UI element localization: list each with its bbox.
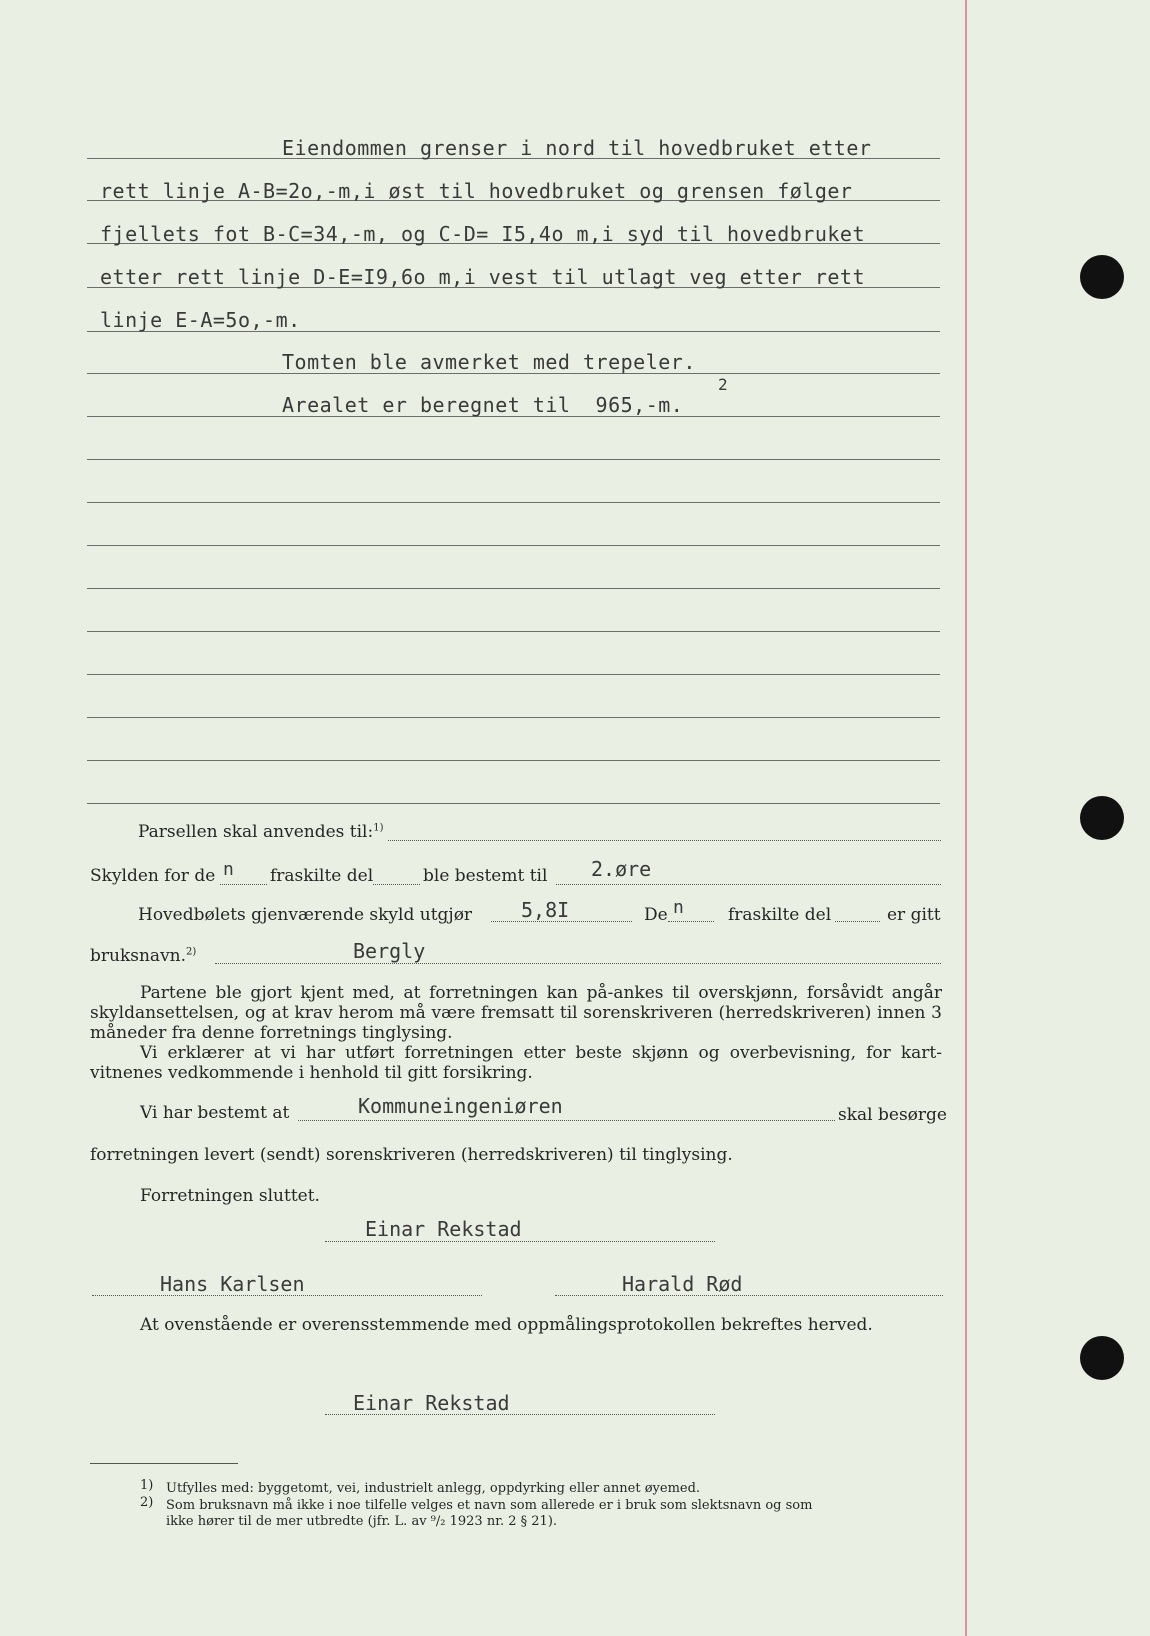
description-line: rett linje A-B=2o,-m,i øst til hovedbruket og grensen følger bbox=[100, 179, 853, 203]
bruksnavn-dotted-line bbox=[215, 963, 941, 964]
skylden-fill: n bbox=[223, 859, 234, 880]
fraskilte-label: fraskilte del bbox=[270, 866, 374, 886]
bestemt-dotted-line bbox=[298, 1120, 835, 1121]
ruled-line bbox=[87, 588, 940, 589]
ruled-line bbox=[87, 717, 940, 718]
description-line: Tomten ble avmerket med trepeler. bbox=[282, 350, 696, 374]
bruksnavn-label: bruksnavn.$^{2)}$ bbox=[90, 946, 197, 966]
fraskilte-label-2: fraskilte del bbox=[728, 905, 832, 925]
levert-text: forretningen levert (sendt) sorenskriveren (herredskriveren) til tinglysing. bbox=[90, 1145, 733, 1165]
parsellen-dotted-line bbox=[388, 840, 941, 841]
er-gitt-label: er gitt bbox=[887, 905, 941, 925]
ruled-line bbox=[87, 459, 940, 460]
ruled-line bbox=[87, 674, 940, 675]
parsellen-label: Parsellen skal anvendes til:$^{1)}$ bbox=[138, 822, 384, 842]
bruksnavn-value: Bergly bbox=[353, 939, 426, 963]
area-superscript: 2 bbox=[718, 375, 729, 394]
fraskilte-dotted-line-2 bbox=[835, 921, 880, 922]
fraskilte-dotted-line bbox=[373, 884, 420, 885]
footnote-2-mark: 2) bbox=[140, 1495, 154, 1510]
besorge-label: skal besørge bbox=[838, 1105, 947, 1125]
bestemt-til-label: ble bestemt til bbox=[423, 866, 548, 886]
de-dotted-line bbox=[668, 921, 714, 922]
footnote-2-line-1: Som bruksnavn må ikke i noe tilfelle velges et navn som allerede er i bruk som slektsnavn og som bbox=[166, 1498, 813, 1513]
bestemt-value: Kommuneingeniøren bbox=[358, 1094, 563, 1118]
ruled-line bbox=[87, 502, 940, 503]
skylden-value: 2.øre bbox=[591, 857, 652, 881]
description-line: Arealet er beregnet til 965,-m. bbox=[282, 393, 684, 417]
signature-left: Hans Karlsen bbox=[160, 1272, 305, 1296]
appeal-paragraph: Partene ble gjort kjent med, at forretningen kan på-ankes til overskjønn, forsåvidt angår skyldansettelsen, og at krav herom må være fremsatt til sorenskriveren (herredskriveren) innen 3 måneder fra denne forretnings tinglysing. bbox=[90, 983, 942, 1043]
description-line: Eiendommen grenser i nord til hovedbruket etter bbox=[282, 136, 872, 160]
ruled-line bbox=[87, 760, 940, 761]
description-line: etter rett linje D-E=I9,6o m,i vest til utlagt veg etter rett bbox=[100, 265, 866, 289]
skylden-label: Skylden for de bbox=[90, 866, 216, 886]
signature-right: Harald Rød bbox=[622, 1272, 743, 1296]
signature-final: Einar Rekstad bbox=[353, 1391, 510, 1415]
signature-line bbox=[92, 1295, 482, 1296]
skyld-dotted-line bbox=[556, 884, 941, 885]
description-line: fjellets fot B-C=34,-m, og C-D= I5,4o m,i syd til hovedbruket bbox=[100, 222, 866, 246]
ruled-line bbox=[87, 803, 940, 804]
bestemt-label: Vi har bestemt at bbox=[140, 1103, 290, 1123]
footnote-1-mark: 1) bbox=[140, 1478, 154, 1493]
de-fill: n bbox=[673, 897, 684, 918]
footnote-2-line-2: ikke hører til de mer utbredte (jfr. L. av ⁹/₂ 1923 nr. 2 § 21). bbox=[166, 1514, 558, 1529]
footnote-1: Utfylles med: byggetomt, vei, industrielt anlegg, oppdyrking eller annet øyemed. bbox=[166, 1481, 701, 1496]
signature-line bbox=[325, 1414, 715, 1415]
skylden-dotted-line bbox=[220, 884, 267, 885]
hovedbol-label: Hovedbølets gjenværende skyld utgjør bbox=[138, 905, 473, 925]
binder-hole bbox=[1080, 1336, 1124, 1380]
binder-hole bbox=[1080, 255, 1124, 299]
confirm-text: At ovenstående er overensstemmende med oppmålingsprotokollen bekreftes herved. bbox=[140, 1315, 873, 1335]
footnote-rule bbox=[90, 1463, 238, 1464]
binder-hole bbox=[1080, 796, 1124, 840]
sluttet-text: Forretningen sluttet. bbox=[140, 1186, 320, 1206]
declaration-paragraph: Vi erklærer at vi har utført forretningen etter beste skjønn og overbevisning, for kart-vitnenes vedkommende i henhold til gitt forsikring. bbox=[90, 1043, 942, 1083]
de-label: De bbox=[644, 905, 668, 925]
ruled-line bbox=[87, 631, 940, 632]
hovedbol-value: 5,8I bbox=[521, 898, 570, 922]
signature-main: Einar Rekstad bbox=[365, 1217, 522, 1241]
description-line: linje E-A=5o,-m. bbox=[100, 308, 301, 332]
ruled-line bbox=[87, 545, 940, 546]
signature-line bbox=[325, 1241, 715, 1242]
margin-line bbox=[965, 0, 967, 1636]
signature-line bbox=[555, 1295, 943, 1296]
